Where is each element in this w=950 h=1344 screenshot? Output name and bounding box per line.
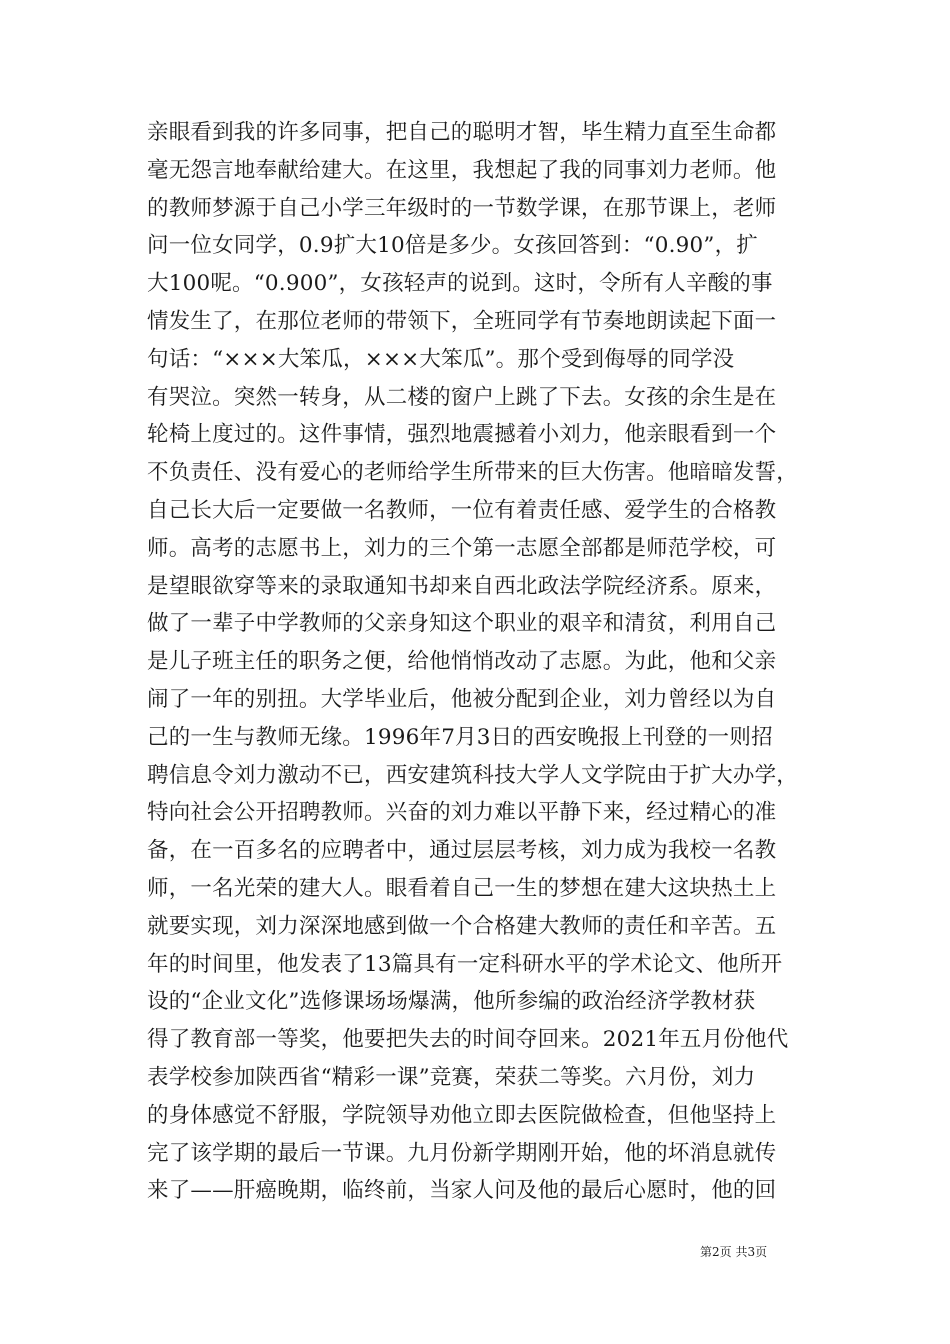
text-line: 己的一生与教师无缘。1996年7月3日的西安晚报上刊登的一则招: [147, 724, 773, 750]
text-line: 就要实现，刘力深深地感到做一个合格建大教师的责任和辛苦。五: [147, 913, 777, 939]
text-line: 表学校参加陕西省“精彩一课”竞赛，荣获二等奖。六月份，刘力: [147, 1064, 756, 1090]
text-line: 是望眼欲穿等来的录取通知书却来自西北政法学院经济系。原来，: [147, 573, 777, 599]
text-line: 轮椅上度过的。这件事情，强烈地震撼着小刘力，他亲眼看到一个: [147, 422, 777, 448]
body-paragraph: [147, 114, 817, 1210]
text-line: 情发生了，在那位老师的带领下，全班同学有节奏地朗读起下面一: [147, 308, 777, 334]
text-line: 句话：“×××大笨瓜，×××大笨瓜”。那个受到侮辱的同学没: [147, 346, 735, 372]
text-line: 亲眼看到我的许多同事，把自己的聪明才智，毕生精力直至生命都: [147, 120, 777, 145]
text-line: 师，一名光荣的建大人。眼看着自己一生的梦想在建大这块热土上: [147, 875, 777, 901]
text-line: 来了——肝癌晚期，临终前，当家人问及他的最后心愿时，他的回: [147, 1178, 777, 1204]
text-line: 设的“企业文化”选修课场场爆满，他所参编的政治经济学教材获: [147, 989, 756, 1015]
text-line: 不负责任、没有爱心的老师给学生所带来的巨大伤害。他暗暗发誓，: [147, 460, 799, 486]
text-line: 得了教育部一等奖，他要把失去的时间夺回来。2021年五月份他代: [147, 1027, 789, 1053]
text-line: 问一位女同学，0.9扩大10倍是多少。女孩回答到：“0.90”，扩: [147, 233, 759, 259]
text-line: 完了该学期的最后一节课。九月份新学期刚开始，他的坏消息就传: [147, 1140, 777, 1166]
text-line: 年的时间里，他发表了13篇具有一定科研水平的学术论文、他所开: [147, 951, 783, 977]
text-line: 的身体感觉不舒服，学院领导劝他立即去医院做检查，但他坚持上: [147, 1102, 777, 1128]
text-line: 的教师梦源于自己小学三年级时的一节数学课，在那节课上，老师: [147, 195, 777, 221]
text-line: 特向社会公开招聘教师。兴奋的刘力难以平静下来，经过精心的准: [147, 800, 777, 826]
text-line: 聘信息令刘力激动不已，西安建筑科技大学人文学院由于扩大办学，: [147, 762, 799, 788]
text-line: 做了一辈子中学教师的父亲身知这个职业的艰辛和清贫，利用自己: [147, 611, 777, 637]
page-number-footer: 第2页 共3页: [700, 1245, 768, 1259]
text-line: 大100呢。“0.900”，女孩轻声的说到。这时，令所有人辛酸的事: [147, 271, 773, 297]
text-line: 备，在一百多名的应聘者中，通过层层考核，刘力成为我校一名教: [147, 838, 777, 864]
text-line: 闹了一年的别扭。大学毕业后，他被分配到企业，刘力曾经以为自: [147, 686, 777, 712]
text-line: 毫无怨言地奉献给建大。在这里，我想起了我的同事刘力老师。他: [147, 157, 777, 183]
text-line: 自己长大后一定要做一名教师，一位有着责任感、爱学生的合格教: [147, 497, 777, 523]
text-line: 是儿子班主任的职务之便，给他悄悄改动了志愿。为此，他和父亲: [147, 649, 777, 675]
text-line: 师。高考的志愿书上，刘力的三个第一志愿全部都是师范学校，可: [147, 535, 777, 561]
text-line: 有哭泣。突然一转身，从二楼的窗户上跳了下去。女孩的余生是在: [147, 384, 777, 410]
